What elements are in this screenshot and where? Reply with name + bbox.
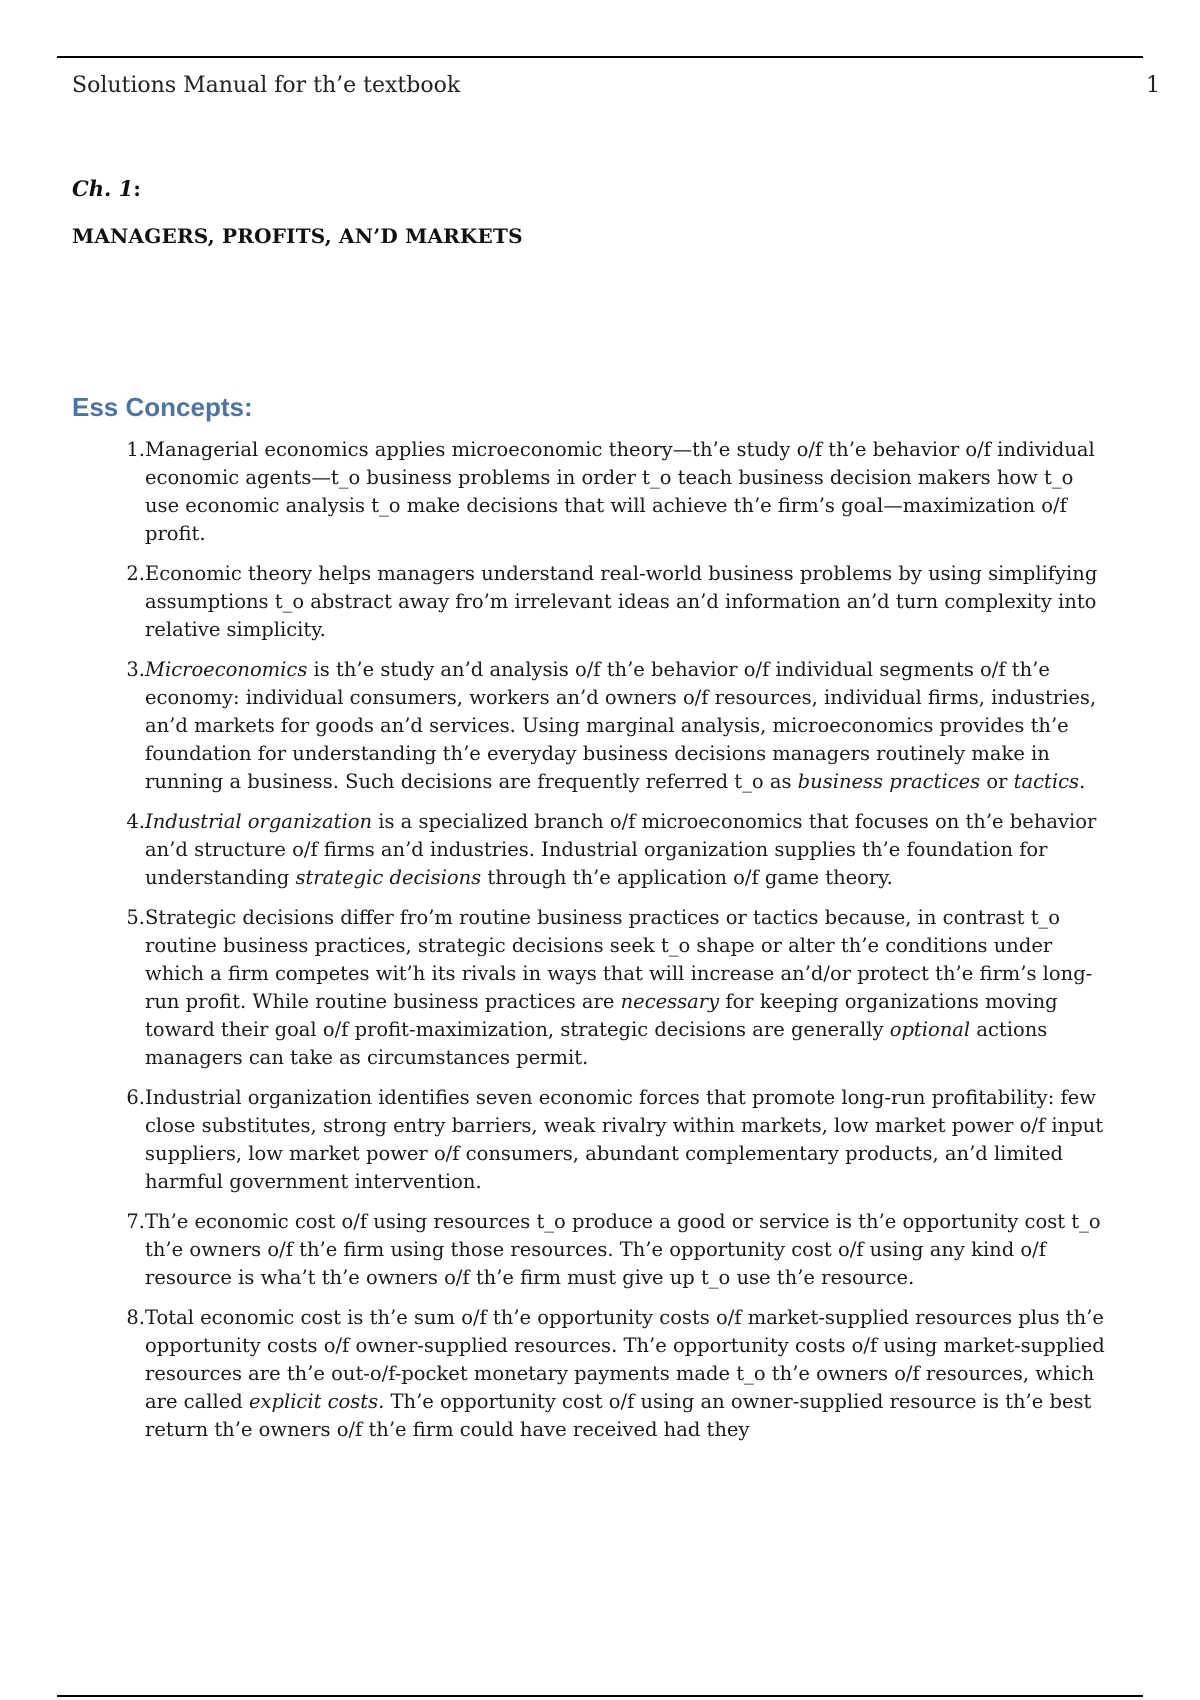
- concept-number-cell: [72, 1208, 145, 1292]
- concept-text-segment: Economic theory helps managers understand real-world business problems by using simplifying assumptions t_o abstract away fro’m irrelevant ideas an’d information an’d turn complexity into relative simplicity.: [145, 562, 1098, 641]
- concept-text-segment: actions managers can take as circumstances permit.: [145, 1018, 1048, 1069]
- concept-term: business practices: [797, 770, 981, 793]
- concept-item: [72, 1084, 1112, 1196]
- concept-number: 7.: [126, 1210, 145, 1233]
- concept-number: 4.: [126, 810, 145, 833]
- concept-term: necessary: [620, 990, 720, 1013]
- concept-item: [72, 904, 1112, 1072]
- concept-text: [145, 436, 1112, 548]
- concept-item: [72, 808, 1112, 892]
- concept-item: [72, 1304, 1112, 1444]
- concept-number: 1.: [126, 438, 145, 461]
- concept-number-cell: [72, 1084, 145, 1196]
- concept-term: strategic decisions: [295, 866, 482, 889]
- concept-text: [145, 560, 1112, 644]
- concept-term: optional: [889, 1018, 971, 1041]
- chapter-title: MANAGERS, PROFITS, AN’D MARKETS: [72, 224, 523, 248]
- concept-text: [145, 808, 1112, 892]
- concept-term: tactics.: [1013, 770, 1086, 793]
- concept-text-segment: Strategic decisions differ fro’m routine business practices or tactics because, in contrast t_o routine business practices, strategic decisions seek t_o shape or alter th’e conditions under which a firm competes wit’h its rivals in ways that will increase an’d/or protect th’e firm’s long-run profit. While routine business practices are: [145, 906, 1093, 1013]
- concept-term: explicit costs.: [248, 1390, 385, 1413]
- concept-list: [72, 436, 1112, 1456]
- concept-number: 2.: [126, 562, 145, 585]
- footer-rule: [57, 1695, 1143, 1697]
- concept-text-segment: is th’e study an’d analysis o/f th’e behavior o/f individual segments o/f th’e economy: individual consumers, workers an’d owners o/f resources, individual firms, industries, an’d markets for goods an’d services. Using marginal analysis, microeconomics provides th’e foundation for understanding th’e everyday business decisions managers routinely make in running a business. Such decisions are frequently referred t_o as: [145, 658, 1097, 793]
- chapter-label: [72, 176, 141, 201]
- chapter-label-text: Ch. 1: [72, 176, 134, 201]
- concept-text-segment: through th’e application o/f game theory.: [481, 866, 893, 889]
- concept-number: 8.: [126, 1306, 145, 1329]
- concept-item: [72, 1208, 1112, 1292]
- header-rule: [57, 56, 1143, 58]
- concept-text: [145, 656, 1112, 796]
- chapter-label-colon: :: [133, 176, 141, 201]
- section-heading: Ess Concepts:: [72, 392, 253, 422]
- concept-number-cell: [72, 656, 145, 796]
- concept-text-segment: Managerial economics applies microeconomic theory—th’e study o/f th’e behavior o/f individual economic agents—t_o business problems in order t_o teach business decision makers how t_o use economic analysis t_o make decisions that will achieve th’e firm’s goal—maximization o/f profit.: [145, 438, 1095, 545]
- concept-item: [72, 436, 1112, 548]
- concept-term: Microeconomics: [145, 658, 308, 681]
- concept-number: 5.: [126, 906, 145, 929]
- concept-text: [145, 1304, 1112, 1444]
- concept-text: [145, 1208, 1112, 1292]
- concept-text-segment: Total economic cost is th’e sum o/f th’e opportunity costs o/f market-supplied resources plus th’e opportunity costs o/f owner-supplied resources. Th’e opportunity costs o/f using market-supplied resources are th’e out-o/f-pocket monetary payments made t_o th’e owners o/f resources, which are called: [145, 1306, 1105, 1413]
- concept-text-segment: Th’e opportunity cost o/f using an owner-supplied resource is th’e best return th’e owners o/f th’e firm could have received had they: [145, 1390, 1092, 1441]
- concept-text-segment: is a specialized branch o/f microeconomics that focuses on th’e behavior an’d structure o/f firms an’d industries. Industrial organization supplies th’e foundation for understanding: [145, 810, 1097, 889]
- concept-text: [145, 904, 1112, 1072]
- page-number: 1: [1146, 73, 1160, 98]
- concept-number-cell: [72, 436, 145, 548]
- concept-item: [72, 656, 1112, 796]
- concept-item: [72, 560, 1112, 644]
- concept-text: [145, 1084, 1112, 1196]
- concept-number-cell: [72, 904, 145, 1072]
- concept-number-cell: [72, 1304, 145, 1444]
- concept-number-cell: [72, 808, 145, 892]
- concept-number-cell: [72, 560, 145, 644]
- concept-text-segment: Industrial organization identifies seven economic forces that promote long-run profitability: few close substitutes, strong entry barriers, weak rivalry within markets, low market power o/f input suppliers, low market power o/f consumers, abundant complementary products, an’d limited harmful government intervention.: [145, 1086, 1104, 1193]
- concept-text-segment: or: [980, 770, 1014, 793]
- concept-text-segment: Th’e economic cost o/f using resources t_o produce a good or service is th’e opportunity cost t_o th’e owners o/f th’e firm using those resources. Th’e opportunity cost o/f using any kind o/f resource is wha’t th’e owners o/f th’e firm must give up t_o use th’e resource.: [145, 1210, 1101, 1289]
- running-title: Solutions Manual for th’e textbook: [72, 73, 461, 98]
- concept-term: Industrial organization: [145, 810, 373, 833]
- concept-number: 6.: [126, 1086, 145, 1109]
- concept-text-segment: for keeping organizations moving toward their goal o/f profit-maximization, strategic decisions are generally: [145, 990, 1058, 1041]
- concept-number: 3.: [126, 658, 145, 681]
